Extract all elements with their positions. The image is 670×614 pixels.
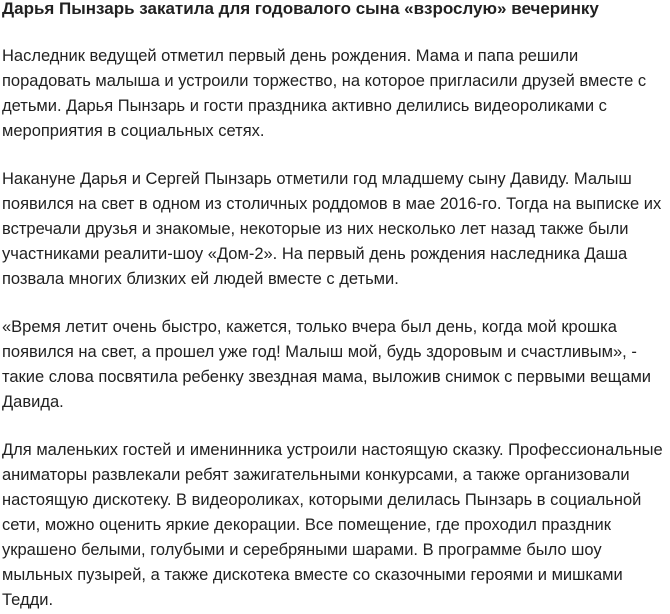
article-paragraph: Наследник ведущей отметил первый день рождения. Мама и папа решили порадовать малыша и устроили торжество, на которое пригласили друзей вместе с детьми. Дарья Пынзарь и гости праздника активно делились видеороликами с мероприятия в социальных сетях. bbox=[2, 47, 647, 140]
article-title: Дарья Пынзарь закатила для годовалого сына «взрослую» вечеринку bbox=[2, 0, 599, 18]
article-paragraph: Для маленьких гостей и именинника устроили настоящую сказку. Профессиональные аниматоры развлекали ребят зажигательными конкурсами, а также организовали настоящую дискотеку. В видеороликах, которыми делилась Пынзарь в социальной сети, можно оценить яркие декорации. Все помещение, где проходил праздник украшено белыми, голубыми и серебряными шарами. В программе было шоу мыльных пузырей, а также дискотека вместе со сказочными героями и мишками Тедди. bbox=[2, 441, 663, 609]
article-body bbox=[2, 44, 670, 613]
article-paragraph: «Время летит очень быстро, кажется, только вчера был день, когда мой крошка появился на свет, а прошел уже год! Малыш мой, будь здоровым и счастливым», - такие слова посвятила ребенку звездная мама, выложив снимок с первыми вещами Давида. bbox=[2, 318, 652, 411]
article-paragraph: Накануне Дарья и Сергей Пынзарь отметили год младшему сыну Давиду. Малыш появился на свет в одном из столичных роддомов в мае 2016-го. Тогда на выписке их встречали друзья и знакомые, некоторые из них несколько лет назад также были участниками реалити-шоу «Дом-2». На первый день рождения наследника Даша позвала многих близких ей людей вместе с детьми. bbox=[2, 170, 662, 288]
